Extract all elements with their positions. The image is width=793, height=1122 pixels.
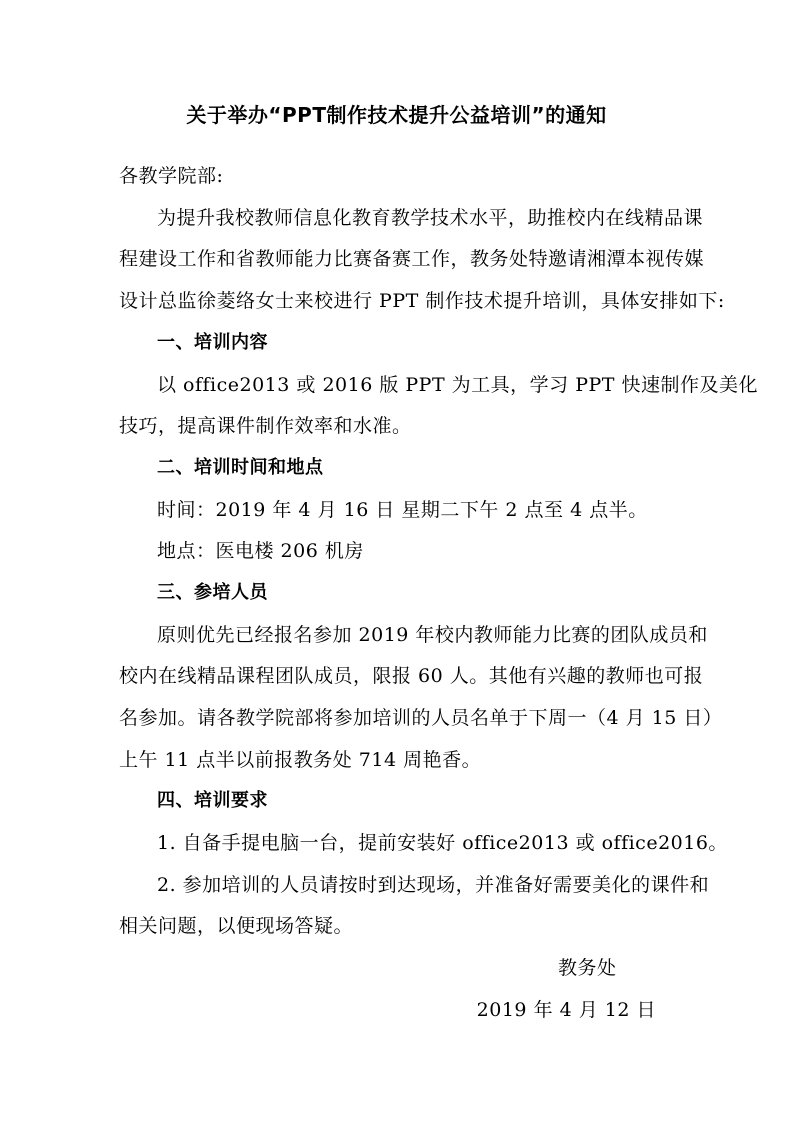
signature-date: 2019 年 4 月 12 日 [476, 999, 656, 1021]
participants-line-3: 名参加。请各教学院部将参加培训的人员名单于下周一（4 月 15 日） [119, 707, 723, 729]
requirements-line-3: 相关问题，以便现场答疑。 [119, 915, 354, 937]
section-heading-requirements: 四、培训要求 [157, 790, 268, 811]
section-heading-time-place: 二、培训时间和地点 [157, 457, 324, 478]
content-line-2: 技巧，提高课件制作效率和水准。 [119, 415, 412, 437]
document-title: 关于举办“PPT制作技术提升公益培训”的通知 [186, 103, 607, 127]
intro-line-2: 程建设工作和省教师能力比赛备赛工作，教务处特邀请湘潭本视传媒 [119, 248, 705, 270]
requirements-line-1: 1. 自备手提电脑一台，提前安装好 office2013 或 office2016。 [157, 832, 728, 854]
place-line: 地点：医电楼 206 机房 [157, 540, 364, 562]
time-line: 时间：2019 年 4 月 16 日 星期二下午 2 点至 4 点半。 [157, 499, 648, 521]
signature-office: 教务处 [558, 957, 617, 979]
requirements-line-2: 2. 参加培训的人员请按时到达现场，并准备好需要美化的课件和 [157, 874, 710, 896]
salutation: 各教学院部: [119, 165, 224, 187]
content-line-1: 以 office2013 或 2016 版 PPT 为工具，学习 PPT 快速制作及美化 [157, 374, 758, 396]
participants-line-4: 上午 11 点半以前报教务处 714 周艳香。 [119, 749, 482, 771]
intro-line-1: 为提升我校教师信息化教育教学技术水平，助推校内在线精品课 [157, 207, 704, 229]
section-heading-participants: 三、参培人员 [157, 582, 268, 603]
participants-line-1: 原则优先已经报名参加 2019 年校内教师能力比赛的团队成员和 [157, 624, 708, 646]
participants-line-2: 校内在线精品课程团队成员，限报 60 人。其他有兴趣的教师也可报 [119, 665, 704, 687]
intro-line-3: 设计总监徐菱络女士来校进行 PPT 制作技术提升培训，具体安排如下: [119, 290, 725, 312]
section-heading-content: 一、培训内容 [157, 332, 268, 353]
